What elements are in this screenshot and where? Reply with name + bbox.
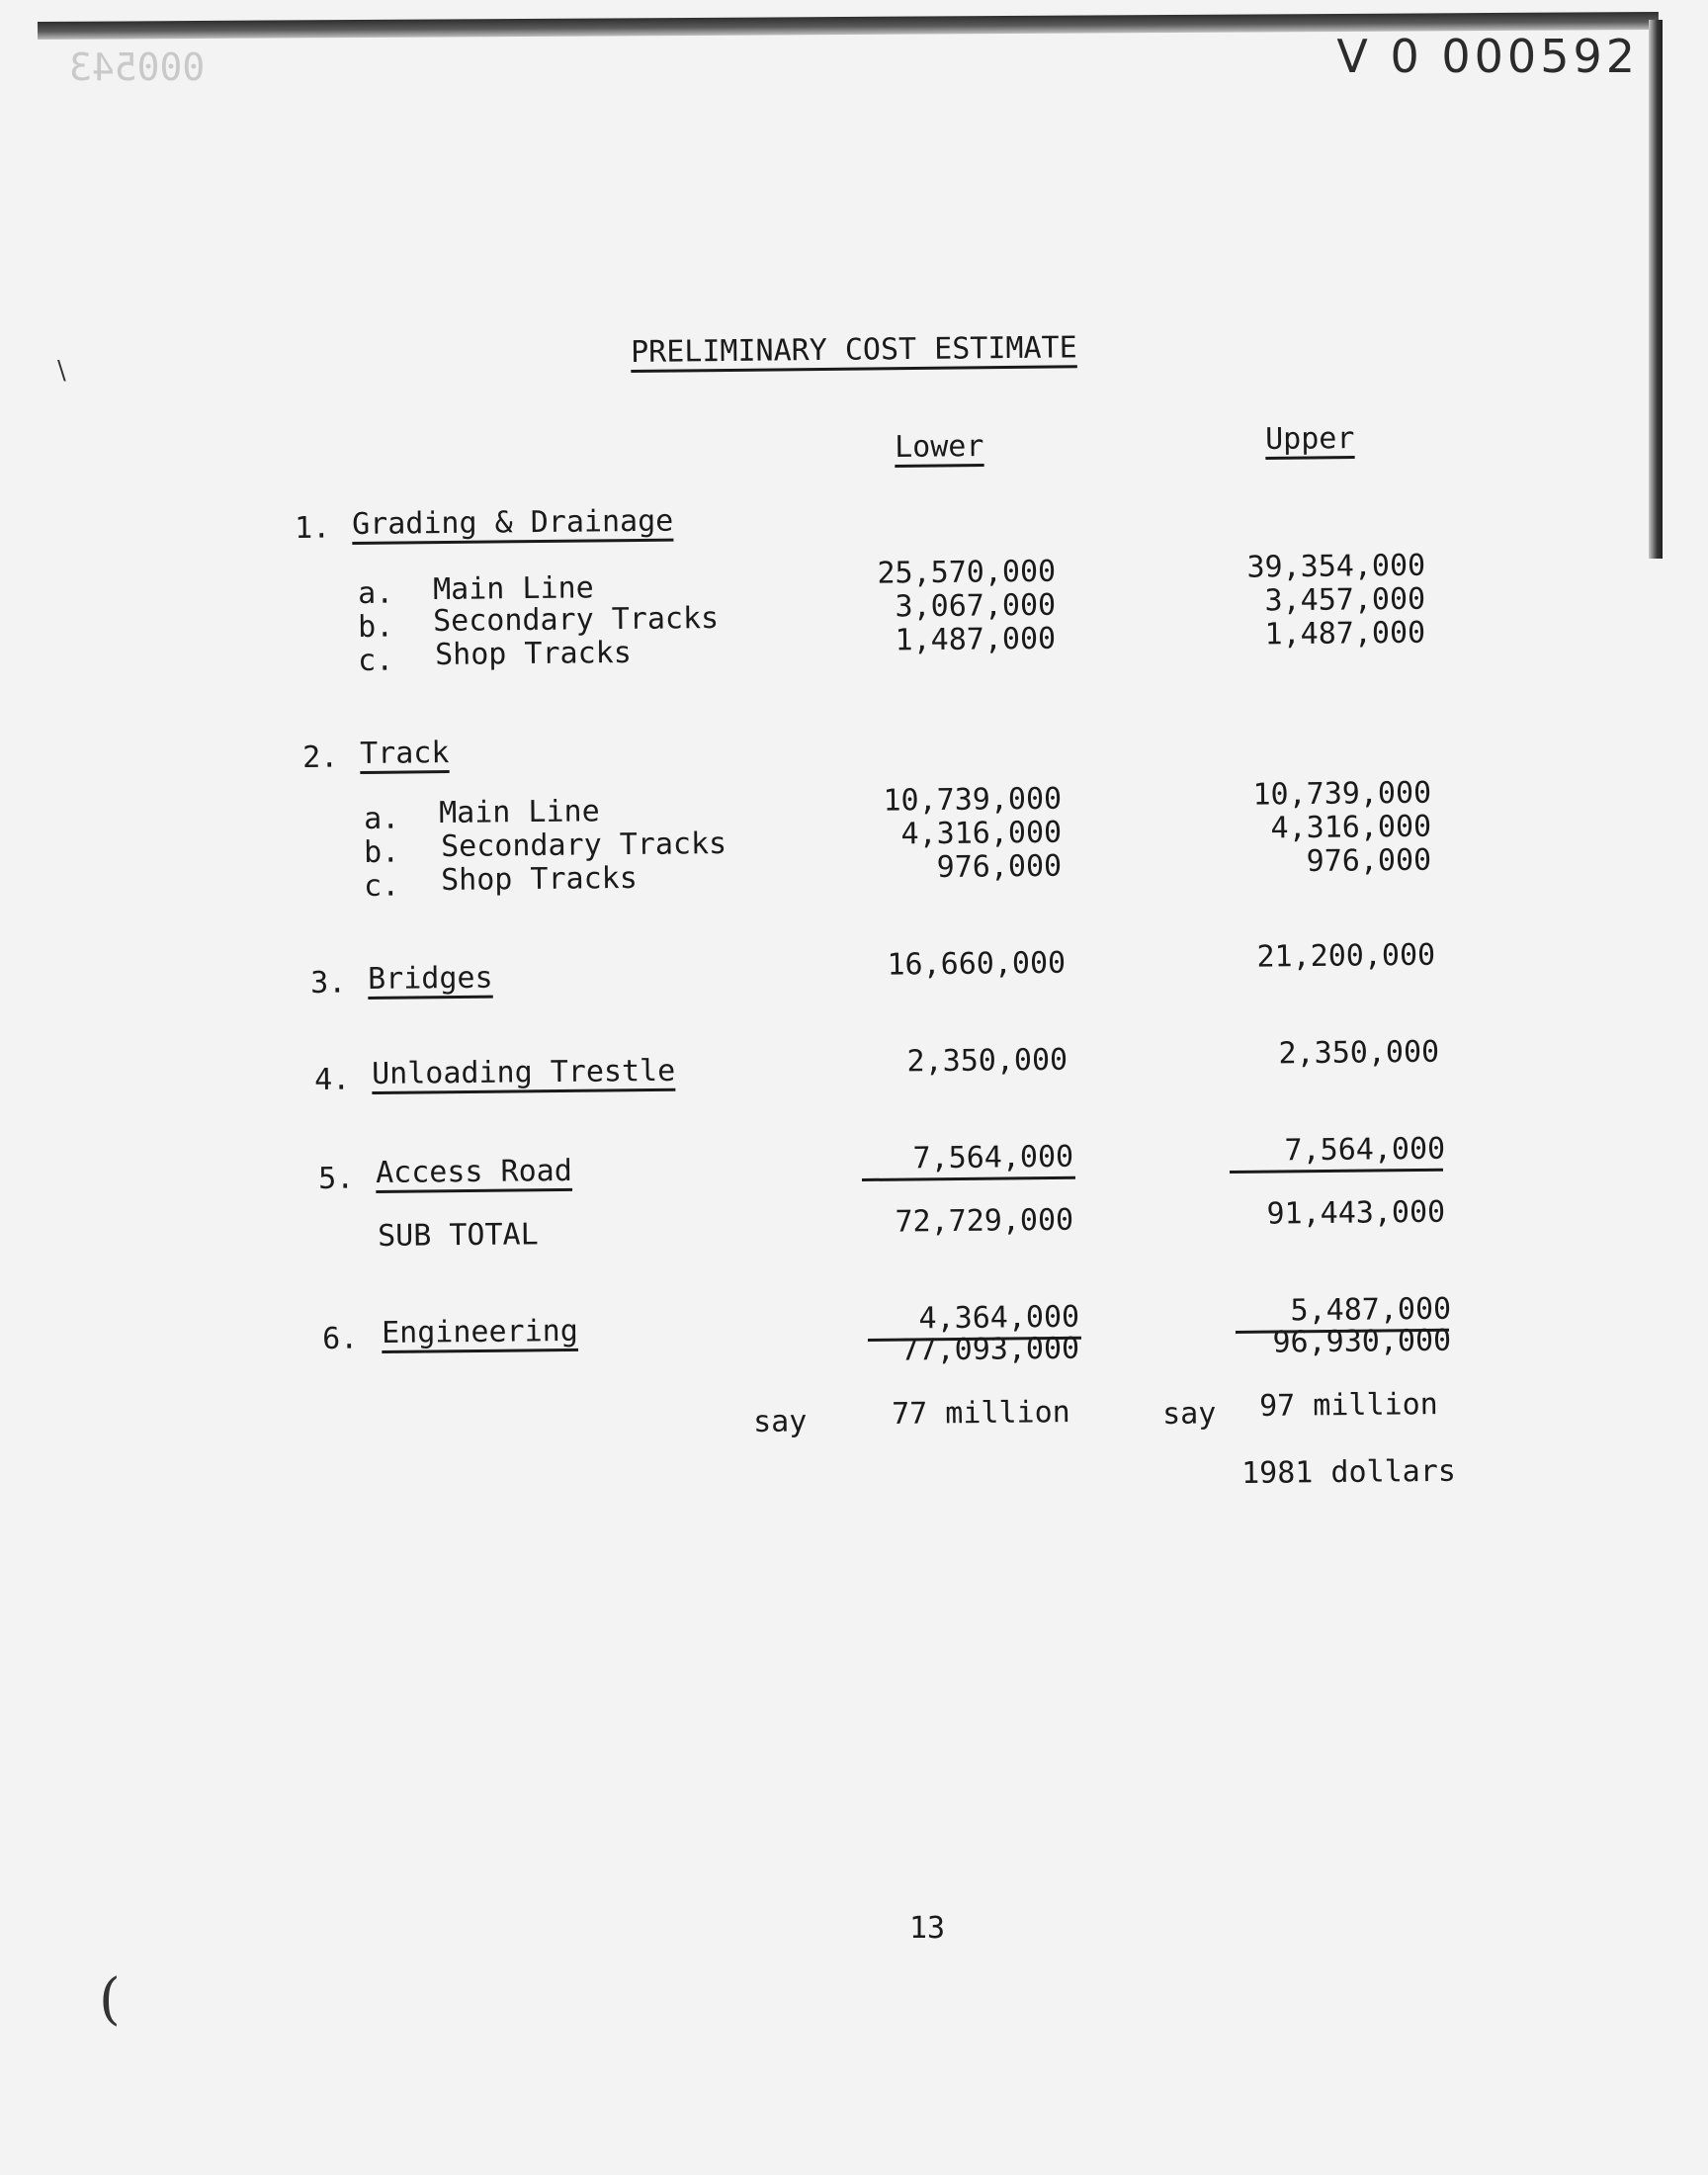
item-1a-name: Main Line — [432, 570, 594, 607]
item-2b-upper: 4,316,000 — [1270, 809, 1432, 846]
say-upper-value: 97 million — [1258, 1387, 1438, 1424]
subtotal-lower: 72,729,000 — [895, 1202, 1074, 1240]
section-3-lower: 16,660,000 — [887, 945, 1067, 983]
item-2c-name: Shop Tracks — [440, 860, 639, 898]
item-1b-letter: b. — [357, 609, 394, 645]
item-1a-upper: 39,354,000 — [1246, 548, 1426, 585]
item-2b-lower: 4,316,000 — [900, 815, 1063, 852]
item-1a-lower: 25,570,000 — [877, 554, 1057, 591]
subtotal-rule-lower — [862, 1176, 1075, 1181]
item-1c-name: Shop Tracks — [434, 635, 633, 672]
item-1a-letter: a. — [357, 575, 394, 611]
item-2c-letter: c. — [363, 868, 400, 904]
column-header-lower: Lower — [894, 429, 984, 465]
section-5-label: 5. — [317, 1161, 355, 1196]
section-5-lower: 7,564,000 — [912, 1139, 1074, 1176]
section-2-label: 2. — [301, 740, 339, 775]
section-4-label: 4. — [313, 1062, 351, 1097]
section-6-title: Engineering — [381, 1313, 579, 1350]
section-1-label: 1. — [294, 510, 331, 546]
column-header-upper: Upper — [1264, 421, 1355, 457]
section-3-label: 3. — [309, 965, 347, 1000]
section-5-title: Access Road — [375, 1153, 573, 1190]
say-upper-word: say — [1161, 1396, 1217, 1432]
margin-mark-bottom: ( — [99, 1967, 121, 2032]
total-lower: 77,093,000 — [900, 1331, 1080, 1368]
section-4-title: Unloading Trestle — [371, 1053, 676, 1091]
item-2a-lower: 10,739,000 — [883, 781, 1063, 819]
margin-mark-top: \ — [57, 356, 66, 386]
document-number: V 0 000592 — [1336, 30, 1639, 83]
item-2b-letter: b. — [363, 834, 400, 870]
bleed-through-number: 000543 — [69, 45, 206, 89]
section-4-upper: 2,350,000 — [1278, 1034, 1440, 1072]
say-lower-value: 77 million — [891, 1395, 1070, 1432]
section-6-lower: 4,364,000 — [918, 1299, 1080, 1337]
item-2b-name: Secondary Tracks — [440, 826, 727, 864]
section-4-lower: 2,350,000 — [906, 1042, 1068, 1080]
scan-right-edge — [1649, 20, 1663, 559]
subtotal-label: SUB TOTAL — [377, 1217, 539, 1254]
item-1c-letter: c. — [357, 643, 394, 678]
item-2a-letter: a. — [363, 801, 400, 836]
section-5-upper: 7,564,000 — [1284, 1131, 1446, 1169]
page-title: PRELIMINARY COST ESTIMATE — [630, 330, 1077, 370]
item-1c-upper: 1,487,000 — [1264, 615, 1426, 652]
item-1b-upper: 3,457,000 — [1264, 581, 1426, 619]
currency-note: 1981 dollars — [1240, 1453, 1457, 1491]
section-3-title: Bridges — [367, 960, 493, 997]
item-1c-lower: 1,487,000 — [895, 621, 1057, 658]
section-6-upper: 5,487,000 — [1290, 1291, 1452, 1329]
item-2c-lower: 976,000 — [936, 848, 1063, 886]
subtotal-upper: 91,443,000 — [1266, 1194, 1446, 1232]
section-2-title: Track — [359, 736, 450, 771]
item-1b-name: Secondary Tracks — [432, 600, 720, 639]
say-lower-word: say — [752, 1404, 808, 1439]
subtotal-rule-upper — [1230, 1169, 1443, 1174]
page-number: 13 — [909, 1911, 946, 1946]
item-2a-name: Main Line — [438, 794, 600, 830]
item-2a-upper: 10,739,000 — [1252, 775, 1432, 813]
section-1-title: Grading & Drainage — [351, 503, 674, 542]
item-2c-upper: 976,000 — [1306, 842, 1432, 879]
item-1b-lower: 3,067,000 — [895, 587, 1057, 625]
total-upper: 96,930,000 — [1272, 1323, 1452, 1360]
section-6-label: 6. — [321, 1321, 359, 1356]
section-3-upper: 21,200,000 — [1256, 937, 1436, 975]
